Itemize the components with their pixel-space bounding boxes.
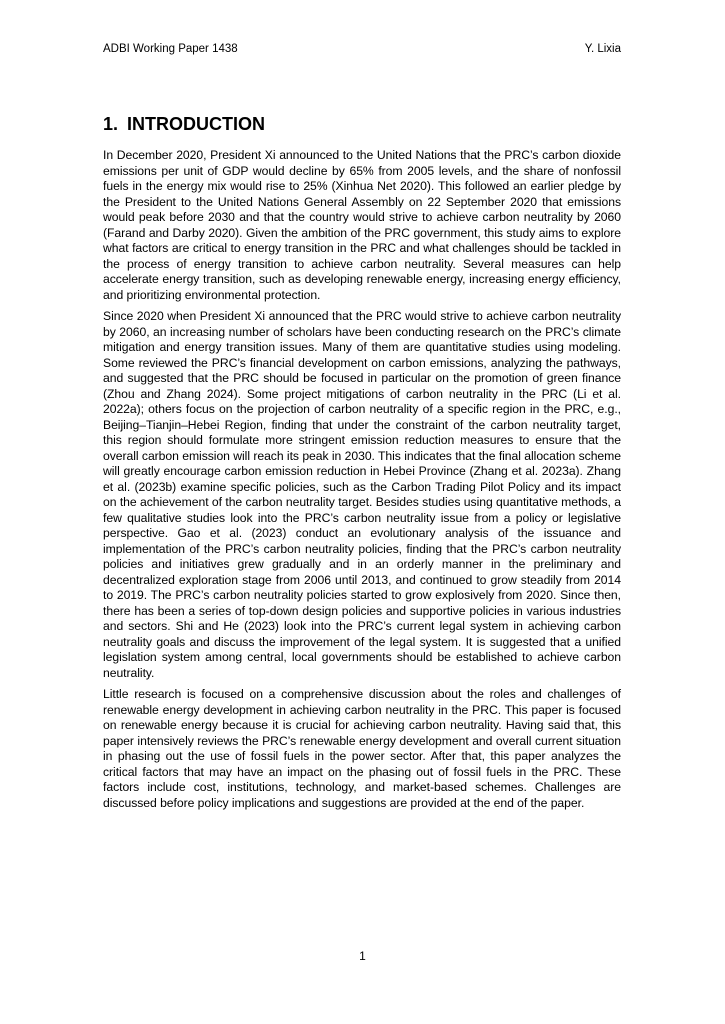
page-number: 1 <box>359 949 366 963</box>
section-heading <box>103 113 265 135</box>
paragraph-3: Little research is focused on a comprehensive discussion about the roles and challenges of renewable energy development in achieving carbon neutrality in the PRC. This paper is focused on renewable energy because it is crucial for achieving carbon neutrality. Having said that, this paper intensively reviews the PRC’s renewable energy development and overall current situation in phasing out the use of fossil fuels in the power sector. After that, this paper analyzes the critical factors that may have an impact on the phasing out of fossil fuels in the PRC. These factors include cost, institutions, technology, and market-based schemes. Challenges are discussed before policy implications and suggestions are provided at the end of the paper. <box>103 687 621 810</box>
section-title: INTRODUCTION <box>127 114 266 134</box>
paragraph-1: In December 2020, President Xi announced to the United Nations that the PRC’s carbon dioxide emissions per unit of GDP would decline by 65% from 2005 levels, and the share of nonfossil fuels in the energy mix would rise to 25% (Xinhua Net 2020). This followed an earlier pledge by the President to the United Nations General Assembly on 22 September 2020 that emissions would peak before 2030 and that the country would strive to achieve carbon neutrality by 2060 (Farand and Darby 2020). Given the ambition of the PRC government, this study aims to explore what factors are critical to energy transition in the PRC and what challenges should be tackled in the process of energy transition to achieve carbon neutrality. Several measures can help accelerate energy transition, such as developing renewable energy, increasing energy efficiency, and prioritizing environmental protection. <box>103 148 621 302</box>
running-header <box>103 42 621 56</box>
author-label: Y. Lixia <box>584 43 621 55</box>
series-label: ADBI Working Paper 1438 <box>103 43 238 55</box>
body-text <box>103 148 621 817</box>
section-number: 1. <box>103 114 119 134</box>
paragraph-2: Since 2020 when President Xi announced that the PRC would strive to achieve carbon neutrality by 2060, an increasing number of scholars have been conducting research on the PRC’s climate mitigation and energy transition issues. Many of them are quantitative studies using modeling. Some reviewed the PRC’s financial development on carbon emissions, analyzing the pathways, and suggested that the PRC should be focused in particular on the promotion of green finance (Zhou and Zhang 2024). Some project mitigations of carbon neutrality in the PRC (Li et al. 2022a); others focus on the projection of carbon neutrality of a specific region in the PRC, e.g., Beijing–Tianjin–Hebei Region, finding that under the constraint of the carbon neutrality target, this region should formulate more stringent emission reduction measures to ensure that the overall carbon emission will reach its peak in 2030. This indicates that the final allocation scheme will greatly encourage carbon emission reduction in Hebei Province (Zhang et al. 2023a). Zhang et al. (2023b) examine specific policies, such as the Carbon Trading Pilot Policy and its impact on the achievement of the carbon neutrality target. Besides studies using quantitative methods, a few qualitative studies look into the PRC’s carbon neutrality issue from a policy or legislative perspective. Gao et al. (2023) conduct an evolutionary analysis of the issuance and implementation of the PRC’s carbon neutrality policies, finding that the PRC’s carbon neutrality policies and initiatives grew gradually and in an orderly manner in the preliminary and decentralized exploration stage from 2006 until 2013, and continued to grow steadily from 2014 to 2019. The PRC’s carbon neutrality policies started to grow explosively from 2020. Since then, there has been a series of top-down design policies and supportive policies in various industries and sectors. Shi and He (2023) look into the PRC’s current legal system in achieving carbon neutrality goals and discuss the improvement of the legal system. It is suggested that a unified legislation system among central, local governments should be established to achieve carbon neutrality. <box>103 309 621 680</box>
